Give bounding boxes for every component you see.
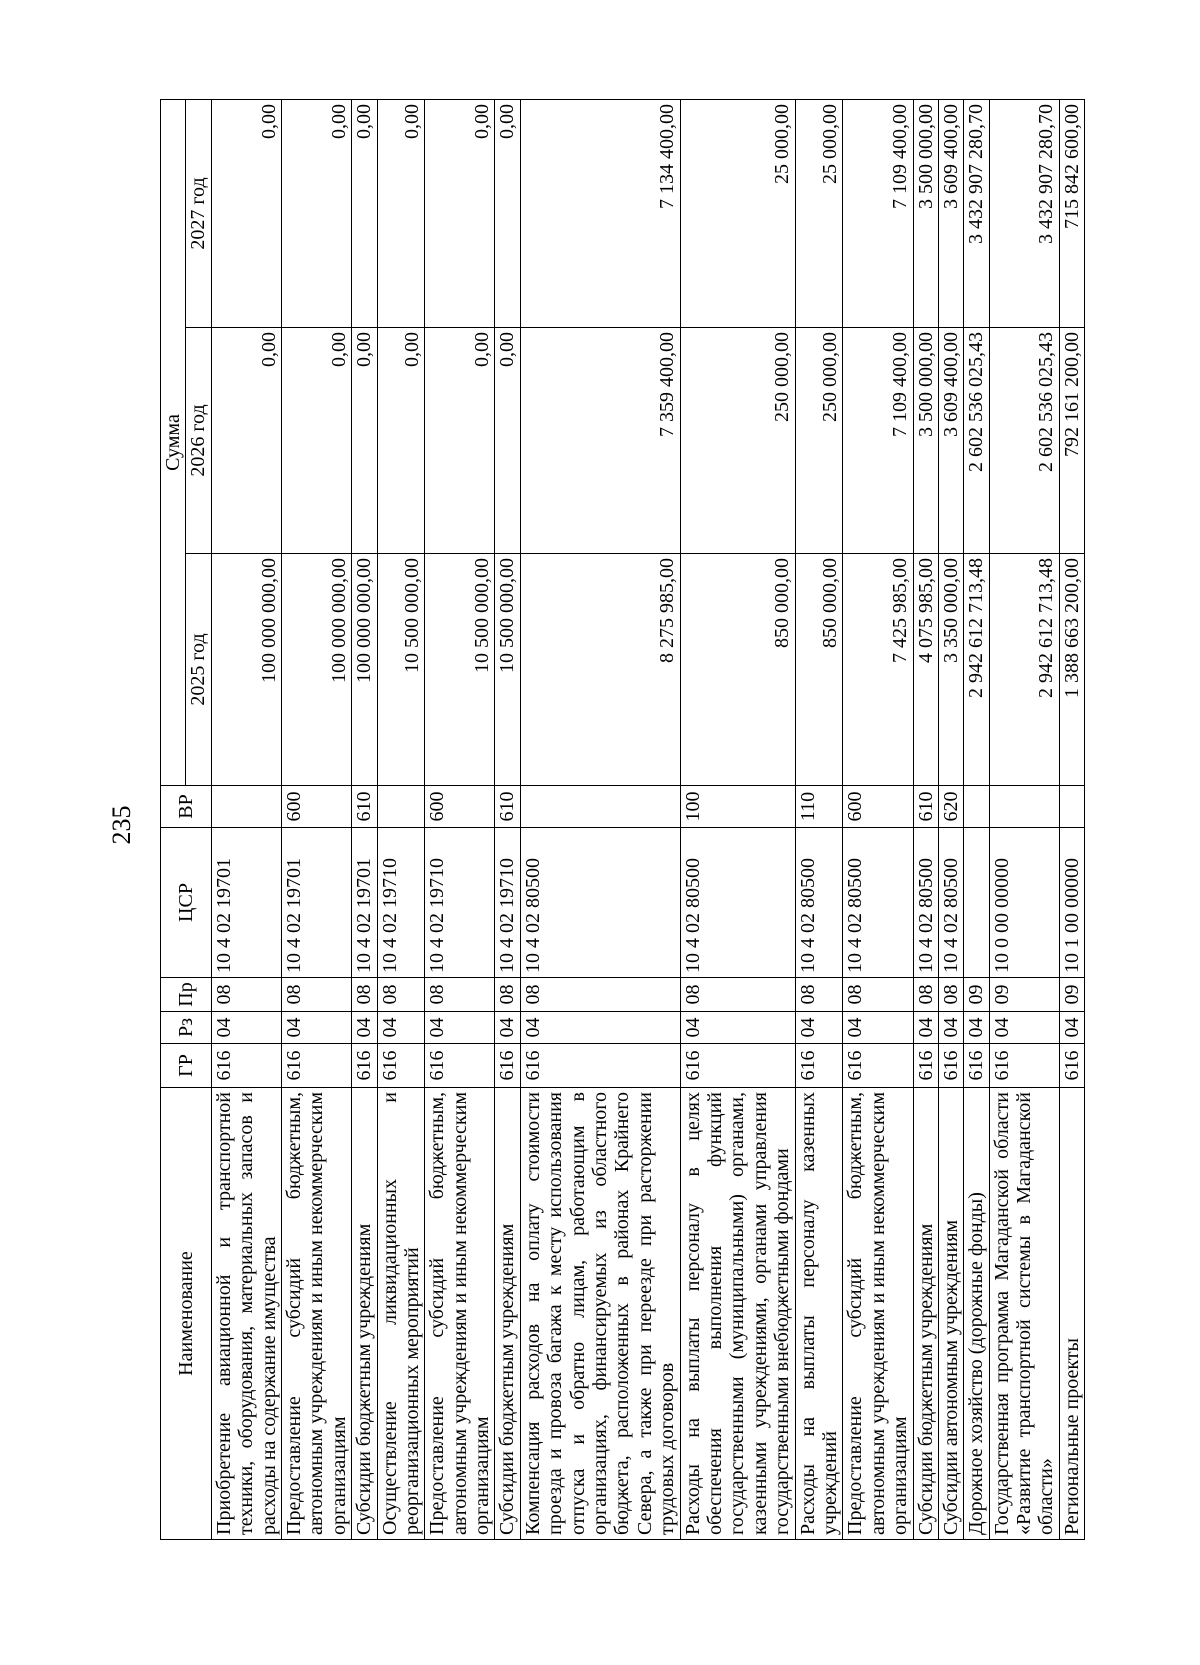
cell-pr: 08	[495, 978, 520, 1012]
cell-2027: 0,00	[425, 99, 495, 327]
cell-pr: 09	[964, 978, 989, 1012]
cell-rz: 04	[211, 1012, 281, 1044]
cell-2026: 0,00	[425, 328, 495, 554]
budget-table	[160, 99, 1085, 1540]
cell-gr: 616	[1059, 1044, 1084, 1088]
cell-name: Предоставление субсидий бюджетным, автономным учреждениям и иным некоммерческим организациям	[843, 1088, 913, 1540]
cell-2026: 2 602 536 025,43	[964, 328, 989, 554]
cell-pr: 08	[520, 978, 680, 1012]
table-row	[377, 99, 425, 1539]
cell-rz: 04	[989, 1012, 1059, 1044]
cell-2025: 100 000 000,00	[352, 554, 377, 786]
table-row	[964, 99, 989, 1539]
cell-csr: 10 4 02 80500	[520, 828, 680, 978]
cell-rz: 04	[680, 1012, 795, 1044]
cell-name: Субсидии бюджетным учреждениям	[495, 1088, 520, 1540]
cell-csr: 10 4 02 19710	[377, 828, 425, 978]
cell-pr: 08	[938, 978, 963, 1012]
cell-pr: 08	[913, 978, 938, 1012]
cell-csr	[964, 828, 989, 978]
cell-2027: 0,00	[495, 99, 520, 327]
header-csr: ЦСР	[161, 828, 212, 978]
header-rz: Рз	[161, 1012, 212, 1044]
cell-rz: 04	[520, 1012, 680, 1044]
header-vr: ВР	[161, 786, 212, 828]
cell-2026: 0,00	[352, 328, 377, 554]
cell-2027: 3 432 907 280,70	[989, 99, 1059, 327]
cell-rz: 04	[938, 1012, 963, 1044]
table-row	[795, 99, 843, 1539]
cell-name: Государственная программа Магаданской области «Развитие транспортной системы в Магаданской области»	[989, 1088, 1059, 1540]
table-row	[211, 99, 281, 1539]
cell-csr: 10 4 02 19701	[352, 828, 377, 978]
cell-name: Предоставление субсидий бюджетным, автономным учреждениям и иным некоммерческим организациям	[425, 1088, 495, 1540]
cell-2026: 0,00	[495, 328, 520, 554]
cell-vr: 110	[795, 786, 843, 828]
cell-vr: 620	[938, 786, 963, 828]
cell-vr: 610	[913, 786, 938, 828]
cell-gr: 616	[843, 1044, 913, 1088]
table-row	[520, 99, 680, 1539]
cell-2026: 3 609 400,00	[938, 328, 963, 554]
table-row	[680, 99, 795, 1539]
cell-csr: 10 4 02 80500	[938, 828, 963, 978]
page-number: 235	[107, 805, 136, 845]
cell-gr: 616	[938, 1044, 963, 1088]
table-row	[938, 99, 963, 1539]
cell-vr	[377, 786, 425, 828]
cell-vr: 600	[281, 786, 351, 828]
cell-name: Осуществление ликвидационных и реорганизационных мероприятий	[377, 1088, 425, 1540]
cell-csr: 10 4 02 80500	[795, 828, 843, 978]
cell-csr: 10 1 00 00000	[1059, 828, 1084, 978]
cell-pr: 08	[425, 978, 495, 1012]
cell-gr: 616	[352, 1044, 377, 1088]
cell-rz: 04	[913, 1012, 938, 1044]
cell-2026: 0,00	[281, 328, 351, 554]
cell-gr: 616	[964, 1044, 989, 1088]
cell-rz: 04	[377, 1012, 425, 1044]
cell-rz: 04	[425, 1012, 495, 1044]
table-row	[281, 99, 351, 1539]
cell-rz: 04	[795, 1012, 843, 1044]
table-row	[989, 99, 1059, 1539]
table-row	[425, 99, 495, 1539]
table-row	[352, 99, 377, 1539]
cell-pr: 08	[211, 978, 281, 1012]
cell-2027: 3 432 907 280,70	[964, 99, 989, 327]
cell-pr: 08	[377, 978, 425, 1012]
cell-gr: 616	[495, 1044, 520, 1088]
cell-2025: 850 000,00	[680, 554, 795, 786]
cell-2026: 0,00	[211, 328, 281, 554]
header-2025: 2025 год	[186, 554, 211, 786]
table-body	[211, 99, 1084, 1539]
table-row	[1059, 99, 1084, 1539]
cell-2025: 3 350 000,00	[938, 554, 963, 786]
cell-csr: 10 4 02 80500	[913, 828, 938, 978]
cell-gr: 616	[520, 1044, 680, 1088]
cell-gr: 616	[425, 1044, 495, 1088]
cell-csr: 10 4 02 19710	[425, 828, 495, 978]
cell-csr: 10 4 02 19701	[211, 828, 281, 978]
cell-vr: 610	[352, 786, 377, 828]
cell-csr: 10 4 02 80500	[843, 828, 913, 978]
cell-gr: 616	[377, 1044, 425, 1088]
cell-2026: 792 161 200,00	[1059, 328, 1084, 554]
cell-2026: 250 000,00	[680, 328, 795, 554]
cell-rz: 04	[495, 1012, 520, 1044]
cell-2025: 10 500 000,00	[425, 554, 495, 786]
header-2026: 2026 год	[186, 328, 211, 554]
cell-csr: 10 0 00 00000	[989, 828, 1059, 978]
cell-2027: 25 000,00	[795, 99, 843, 327]
cell-gr: 616	[281, 1044, 351, 1088]
cell-name: Расходы на выплаты персоналу казенных учреждений	[795, 1088, 843, 1540]
cell-name: Субсидии бюджетным учреждениям	[352, 1088, 377, 1540]
cell-2026: 7 109 400,00	[843, 328, 913, 554]
cell-rz: 04	[964, 1012, 989, 1044]
header-sum: Сумма	[161, 99, 186, 785]
cell-csr: 10 4 02 19701	[281, 828, 351, 978]
cell-2027: 25 000,00	[680, 99, 795, 327]
cell-rz: 04	[352, 1012, 377, 1044]
cell-name: Субсидии автономным учреждениям	[938, 1088, 963, 1540]
table-row	[495, 99, 520, 1539]
cell-2027: 7 109 400,00	[843, 99, 913, 327]
cell-2027: 0,00	[281, 99, 351, 327]
header-gr: ГР	[161, 1044, 212, 1088]
cell-vr	[964, 786, 989, 828]
cell-2026: 0,00	[377, 328, 425, 554]
cell-gr: 616	[795, 1044, 843, 1088]
cell-name: Субсидии бюджетным учреждениям	[913, 1088, 938, 1540]
cell-2025: 10 500 000,00	[495, 554, 520, 786]
cell-2025: 1 388 663 200,00	[1059, 554, 1084, 786]
cell-2025: 2 942 612 713,48	[964, 554, 989, 786]
cell-vr	[520, 786, 680, 828]
cell-gr: 616	[913, 1044, 938, 1088]
cell-gr: 616	[211, 1044, 281, 1088]
table-row	[913, 99, 938, 1539]
cell-2027: 0,00	[377, 99, 425, 327]
cell-pr: 08	[795, 978, 843, 1012]
cell-2027: 0,00	[211, 99, 281, 327]
cell-2025: 7 425 985,00	[843, 554, 913, 786]
cell-pr: 08	[843, 978, 913, 1012]
cell-pr: 08	[281, 978, 351, 1012]
header-pr: Пр	[161, 978, 212, 1012]
cell-2027: 3 609 400,00	[938, 99, 963, 327]
cell-pr: 09	[1059, 978, 1084, 1012]
cell-pr: 08	[680, 978, 795, 1012]
cell-2026: 2 602 536 025,43	[989, 328, 1059, 554]
cell-2026: 3 500 000,00	[913, 328, 938, 554]
cell-vr: 600	[843, 786, 913, 828]
cell-name: Дорожное хозяйство (дорожные фонды)	[964, 1088, 989, 1540]
cell-rz: 04	[1059, 1012, 1084, 1044]
cell-vr: 100	[680, 786, 795, 828]
cell-name: Расходы на выплаты персоналу в целях обеспечения выполнения функций государственными (муниципальными) органами, казенными учреждениями, органами управления государственными внебюджетными фондами	[680, 1088, 795, 1540]
cell-2025: 2 942 612 713,48	[989, 554, 1059, 786]
cell-2025: 10 500 000,00	[377, 554, 425, 786]
cell-2026: 7 359 400,00	[520, 328, 680, 554]
cell-csr: 10 4 02 19710	[495, 828, 520, 978]
cell-rz: 04	[281, 1012, 351, 1044]
cell-vr	[211, 786, 281, 828]
cell-name: Предоставление субсидий бюджетным, автономным учреждениям и иным некоммерческим организациям	[281, 1088, 351, 1540]
cell-gr: 616	[989, 1044, 1059, 1088]
cell-2025: 8 275 985,00	[520, 554, 680, 786]
cell-rz: 04	[843, 1012, 913, 1044]
cell-2025: 100 000 000,00	[281, 554, 351, 786]
cell-2027: 3 500 000,00	[913, 99, 938, 327]
cell-2027: 7 134 400,00	[520, 99, 680, 327]
cell-name: Приобретение авиационной и транспортной техники, оборудования, материальных запасов и расходы на содержание имущества	[211, 1088, 281, 1540]
cell-vr	[1059, 786, 1084, 828]
cell-2026: 250 000,00	[795, 328, 843, 554]
cell-2025: 4 075 985,00	[913, 554, 938, 786]
table-header	[161, 99, 212, 1539]
cell-vr: 610	[495, 786, 520, 828]
cell-2027: 0,00	[352, 99, 377, 327]
table-row	[843, 99, 913, 1539]
cell-name: Компенсация расходов на оплату стоимости проезда и провоза багажа к месту использования отпуска и обратно лицам, работающим в организациях, финансируемых из областного бюджета, расположенных в районах Крайнего Севера, а также при переезде при расторжении трудовых договоров	[520, 1088, 680, 1540]
cell-csr: 10 4 02 80500	[680, 828, 795, 978]
cell-2027: 715 842 600,00	[1059, 99, 1084, 327]
cell-name: Региональные проекты	[1059, 1088, 1084, 1540]
cell-pr: 09	[989, 978, 1059, 1012]
cell-gr: 616	[680, 1044, 795, 1088]
header-2027: 2027 год	[186, 99, 211, 327]
cell-2025: 100 000 000,00	[211, 554, 281, 786]
cell-2025: 850 000,00	[795, 554, 843, 786]
cell-vr: 600	[425, 786, 495, 828]
cell-vr	[989, 786, 1059, 828]
header-name: Наименование	[161, 1088, 212, 1540]
budget-table-container	[160, 100, 1085, 1540]
cell-pr: 08	[352, 978, 377, 1012]
